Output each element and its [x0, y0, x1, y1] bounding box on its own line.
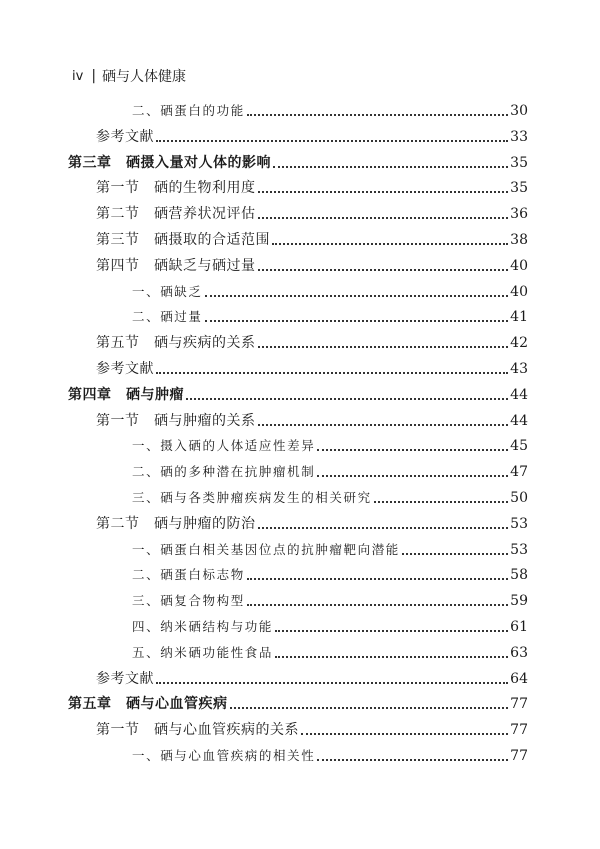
toc-entry-item: [132, 435, 528, 455]
dot-leader: [301, 733, 508, 735]
toc-entry-page-number: 40: [510, 257, 528, 274]
toc-entry-page-number: 44: [510, 386, 528, 403]
toc-entry-section: [96, 719, 528, 739]
header-page-number: iv: [72, 68, 84, 84]
dot-leader: [156, 682, 508, 684]
running-header: [72, 66, 186, 86]
toc-entry-section: [96, 332, 528, 352]
toc-entry-title: 参考文献: [96, 128, 154, 145]
toc-entry-item: [132, 487, 528, 507]
toc-entry-section: [96, 229, 528, 249]
dot-leader: [258, 527, 509, 529]
toc-entry-title: 三、硒与各类肿瘤疾病发生的相关研究: [132, 490, 372, 505]
toc-entry-title: 第一节 硒的生物利用度: [96, 180, 256, 197]
toc-entry-title: 二、硒蛋白标志物: [132, 567, 245, 583]
toc-entry-item: [132, 616, 528, 636]
toc-entry-page-number: 58: [510, 567, 528, 584]
toc-entry-ref: [96, 126, 528, 146]
toc-entry-page-number: 53: [510, 515, 528, 532]
toc-entry-title: 第四节 硒缺乏与硒过量: [96, 257, 256, 274]
toc-entry-page-number: 35: [510, 154, 528, 171]
header-separator: |: [91, 68, 97, 84]
toc-entry-chapter: [68, 384, 528, 404]
dot-leader: [258, 424, 509, 426]
dot-leader: [273, 166, 508, 168]
toc-entry-page-number: 45: [510, 438, 528, 455]
toc-entry-section: [96, 255, 528, 275]
dot-leader: [205, 320, 509, 322]
toc-entry-section: [96, 177, 528, 197]
toc-entry-ref: [96, 358, 528, 378]
toc-entry-item: [132, 590, 528, 610]
dot-leader: [230, 707, 509, 709]
dot-leader: [258, 269, 509, 271]
dot-leader: [247, 604, 508, 606]
toc-entry-title: 二、硒过量: [132, 309, 203, 325]
toc-entry-section: [96, 203, 528, 223]
toc-entry-page-number: 61: [510, 619, 528, 635]
toc-entry-title: 参考文献: [96, 670, 154, 687]
toc-entry-title: 四、纳米硒结构与功能: [132, 619, 274, 634]
toc-entry-title: 第三章 硒摄入量对人体的影响: [68, 154, 271, 171]
toc-entry-title: 二、硒的多种潜在抗肿瘤机制: [132, 464, 316, 480]
toc-entry-ref: [96, 668, 528, 688]
toc-entry-item: [132, 281, 528, 301]
toc-entry-item: [132, 539, 528, 559]
toc-entry-page-number: 30: [510, 103, 528, 119]
dot-leader: [317, 475, 508, 477]
toc-entry-page-number: 59: [510, 593, 528, 610]
dot-leader: [402, 553, 508, 555]
toc-entry-page-number: 53: [510, 541, 528, 558]
dot-leader: [205, 295, 509, 297]
toc-entry-page-number: 40: [510, 283, 528, 300]
toc-entry-page-number: 36: [510, 206, 528, 223]
toc-entry-page-number: 63: [510, 644, 528, 661]
toc-entry-item: [132, 306, 528, 326]
toc-entry-page-number: 77: [510, 748, 528, 764]
toc-entry-page-number: 77: [510, 722, 528, 739]
toc-entry-title: 第五章 硒与心血管疾病: [68, 696, 228, 713]
toc-entry-title: 二、硒蛋白的功能: [132, 103, 245, 118]
toc-entry-page-number: 33: [510, 128, 528, 145]
dot-leader: [317, 759, 508, 761]
dot-leader: [156, 140, 508, 142]
dot-leader: [275, 656, 508, 658]
toc-entry-title: 五、纳米硒功能性食品: [132, 644, 274, 660]
toc-entry-page-number: 64: [510, 670, 528, 687]
dot-leader: [258, 191, 509, 193]
toc-entry-title: 第一节 硒与心血管疾病的关系: [96, 722, 299, 739]
dot-leader: [156, 372, 508, 374]
toc-entry-item: [132, 100, 528, 120]
toc-entry-page-number: 43: [510, 361, 528, 377]
toc-entry-title: 第五节 硒与疾病的关系: [96, 335, 256, 352]
dot-leader: [272, 243, 508, 245]
toc-entry-page-number: 42: [510, 335, 528, 352]
toc-entry-title: 第二节 硒营养状况评估: [96, 206, 256, 223]
toc-entry-title: 一、硒缺乏: [132, 283, 203, 299]
toc-entry-title: 一、硒蛋白相关基因位点的抗肿瘤靶向潜能: [132, 541, 400, 557]
toc-entry-chapter: [68, 152, 528, 172]
toc-entry-page-number: 35: [510, 180, 528, 197]
toc-entry-item: [132, 642, 528, 662]
dot-leader: [374, 501, 508, 503]
toc-entry-page-number: 50: [510, 490, 528, 506]
toc-entry-title: 第三节 硒摄取的合适范围: [96, 232, 270, 248]
dot-leader: [275, 630, 508, 632]
dot-leader: [258, 217, 509, 219]
dot-leader: [258, 346, 509, 348]
toc-entry-section: [96, 513, 528, 533]
toc-entry-title: 一、摄入硒的人体适应性差异: [132, 438, 316, 454]
toc-entry-page-number: 47: [510, 464, 528, 481]
toc-entry-item: [132, 461, 528, 481]
dot-leader: [317, 449, 508, 451]
toc-entry-page-number: 77: [510, 696, 528, 713]
toc-entry-page-number: 38: [510, 232, 528, 248]
header-book-title: 硒与人体健康: [102, 69, 187, 85]
toc-entry-title: 参考文献: [96, 361, 154, 377]
dot-leader: [247, 578, 508, 580]
toc-entry-item: [132, 745, 528, 765]
toc-entry-title: 一、硒与心血管疾病的相关性: [132, 748, 316, 763]
toc-entry-chapter: [68, 693, 528, 713]
toc-entry-title: 第一节 硒与肿瘤的关系: [96, 412, 256, 429]
toc-entry-title: 第四章 硒与肿瘤: [68, 386, 184, 403]
toc-entry-section: [96, 410, 528, 430]
dot-leader: [247, 114, 508, 116]
toc-entry-title: 三、硒复合物构型: [132, 593, 245, 609]
toc-entry-item: [132, 564, 528, 584]
toc-entry-page-number: 41: [510, 309, 528, 326]
toc-entry-page-number: 44: [510, 412, 528, 429]
dot-leader: [186, 398, 508, 400]
toc-entry-title: 第二节 硒与肿瘤的防治: [96, 515, 256, 532]
